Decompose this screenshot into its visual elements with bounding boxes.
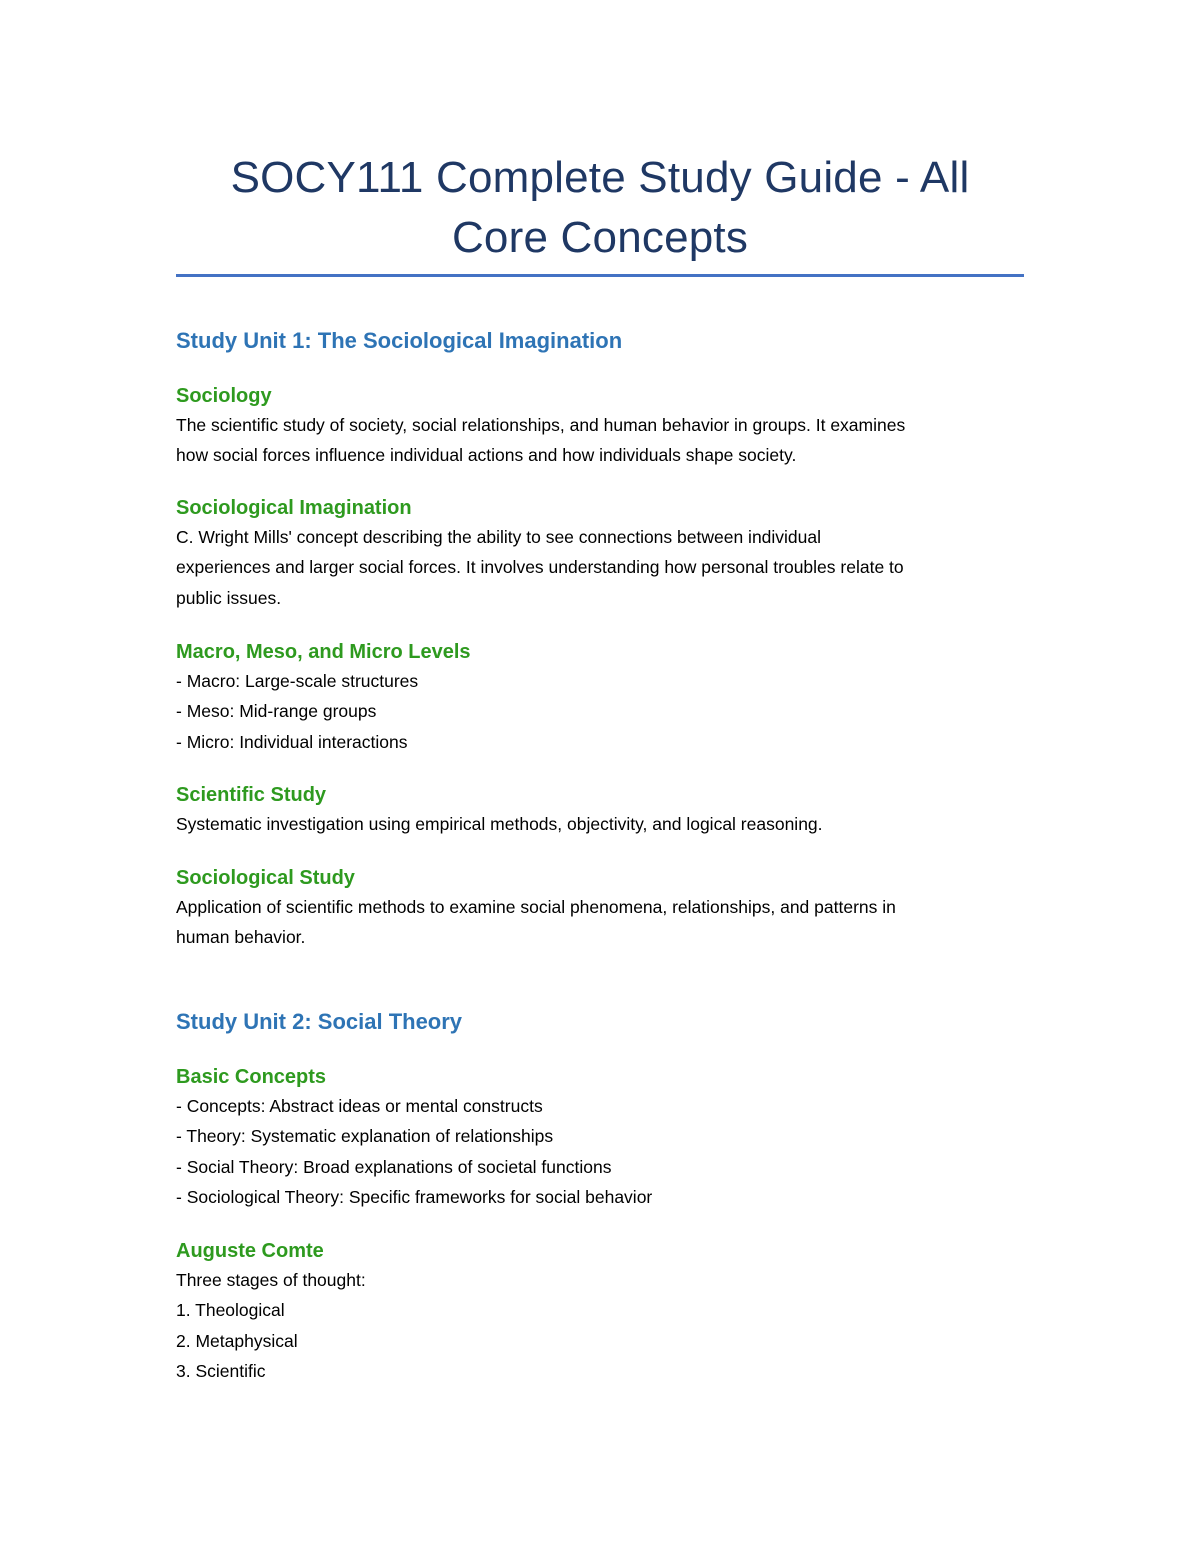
concept-text-line: experiences and larger social forces. It involves understanding how personal troubles relate to xyxy=(176,557,904,578)
list-item: 2. Metaphysical xyxy=(176,1330,298,1351)
concept-heading: Basic Concepts xyxy=(176,1066,327,1088)
concept-heading: Sociology xyxy=(176,385,272,407)
concept-sociological-imagination xyxy=(176,494,1024,613)
concept-text-line: Three stages of thought: xyxy=(176,1270,366,1290)
title-divider xyxy=(176,274,1024,277)
concept-heading: Auguste Comte xyxy=(176,1240,324,1262)
concept-text-line: Application of scientific methods to examine social phenomena, relationships, and patterns in xyxy=(176,897,896,917)
concept-text-line: human behavior. xyxy=(176,927,306,948)
title-line-2: Core Concepts xyxy=(451,213,749,262)
concept-basic-concepts xyxy=(176,1063,1024,1212)
concept-text-line: The scientific study of society, social relationships, and human behavior in groups. It examines xyxy=(176,415,906,435)
concept-auguste-comte xyxy=(176,1237,1024,1386)
unit-heading: Study Unit 2: Social Theory xyxy=(176,1009,463,1034)
concept-sociological-study xyxy=(176,864,1024,953)
list-item: 3. Scientific xyxy=(176,1360,266,1381)
concept-heading: Macro, Meso, and Micro Levels xyxy=(176,641,471,663)
concept-text-line: how social forces influence individual actions and how individuals shape society. xyxy=(176,445,797,466)
title-line-1: SOCY111 Complete Study Guide - All xyxy=(230,153,970,202)
list-item: 1. Theological xyxy=(176,1300,285,1321)
concept-text-line: public issues. xyxy=(176,587,282,608)
list-item: - Social Theory: Broad explanations of societal functions xyxy=(176,1156,612,1177)
concept-text-line: Systematic investigation using empirical methods, objectivity, and logical reasoning. xyxy=(176,814,823,834)
list-item: - Concepts: Abstract ideas or mental constructs xyxy=(176,1096,543,1116)
list-item: - Sociological Theory: Specific frameworks for social behavior xyxy=(176,1186,653,1207)
list-item: - Macro: Large-scale structures xyxy=(176,671,419,691)
unit-heading: Study Unit 1: The Sociological Imagination xyxy=(176,328,623,353)
document-page xyxy=(176,148,1024,1381)
concept-heading: Scientific Study xyxy=(176,784,327,806)
concept-levels xyxy=(176,638,1024,757)
unit-1-section xyxy=(176,326,1024,356)
list-item: - Theory: Systematic explanation of relationships xyxy=(176,1126,554,1147)
concept-heading: Sociological Imagination xyxy=(176,497,412,519)
concept-sociology xyxy=(176,382,1024,471)
concept-scientific-study xyxy=(176,781,1024,839)
list-item: - Meso: Mid-range groups xyxy=(176,701,377,722)
document-title xyxy=(176,148,1024,268)
unit-2-section xyxy=(176,1007,1024,1037)
list-item: - Micro: Individual interactions xyxy=(176,731,408,752)
concept-text-line: C. Wright Mills' concept describing the ability to see connections between individual xyxy=(176,527,822,547)
concept-heading: Sociological Study xyxy=(176,867,355,889)
